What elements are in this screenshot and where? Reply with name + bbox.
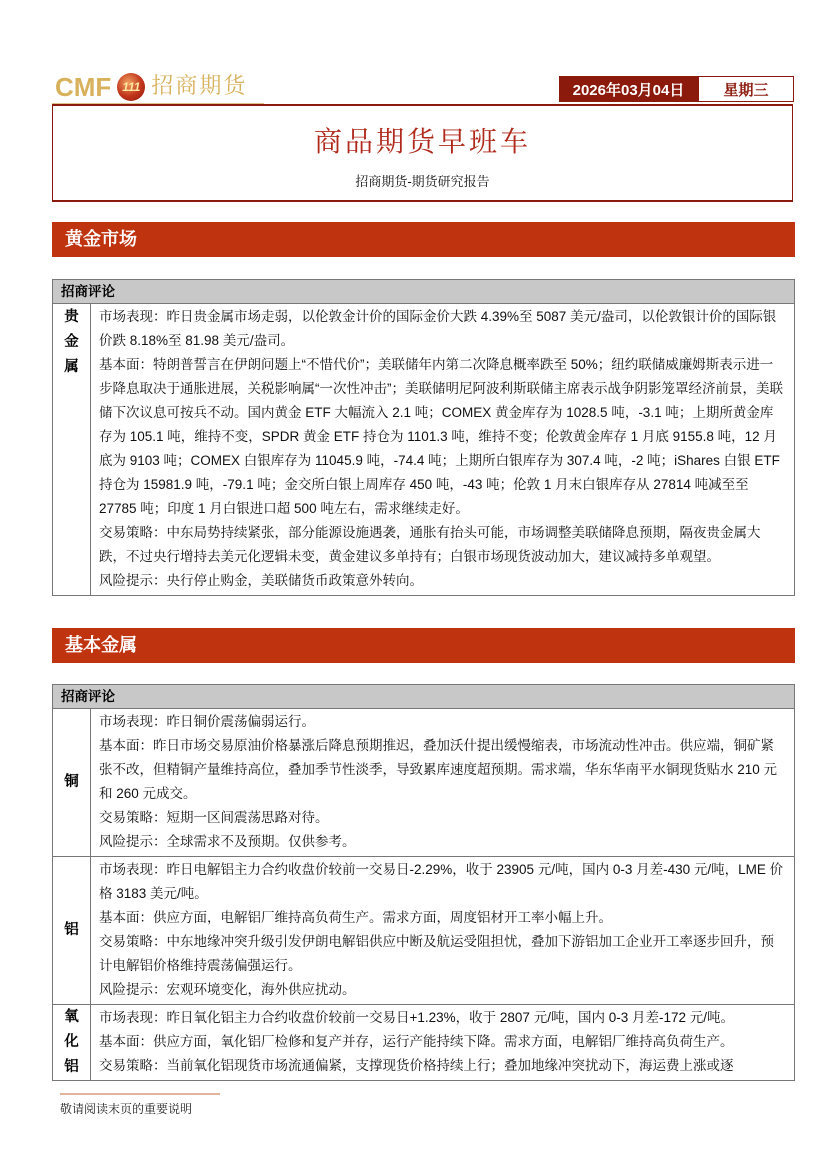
row-label: [53, 1005, 91, 1080]
row-body: [91, 857, 794, 1004]
row-label: [53, 709, 91, 856]
row-label-char: 属: [64, 359, 79, 375]
logo-emblem-icon: 111: [117, 73, 145, 101]
footer-note: 敬请阅读末页的重要说明: [60, 1102, 193, 1116]
market-performance: 市场表现：昨日贵金属市场走弱，以伦敦金计价的国际金价大跌 4.39%至 5087 美元/盎司，以伦敦银计价的国际银价跌 8.18%至 81.98 美元/盎司。: [99, 309, 777, 348]
trading-strategy: 交易策略：中东局势持续紧张，部分能源设施遇袭，通胀有抬头可能，市场调整美联储降息预期，隔夜贵金属大跌，不过央行增持去美元化逻辑未变，黄金建议多单持有；白银市场现货波动加大，建议减持多单观望。: [99, 525, 761, 564]
table-row-precious-metals: [53, 304, 794, 595]
row-label: [53, 857, 91, 1004]
market-performance: 市场表现：昨日铜价震荡偏弱运行。: [99, 714, 315, 729]
fundamentals: 基本面：昨日市场交易原油价格暴涨后降息预期推迟，叠加沃什提出缓慢缩表，市场流动性冲击。供应端，铜矿紧张不改，但精铜产量维持高位，叠加季节性淡季，导致累库速度超预期。需求端，华东华南平水铜现货贴水 210 元和 260 元成交。: [99, 738, 778, 801]
row-body: [91, 709, 794, 856]
title-box: [52, 104, 793, 202]
page-title: 商品期货早班车: [313, 125, 531, 158]
base-metals-comment-table: [52, 684, 795, 1081]
trading-strategy: 交易策略：中东地缘冲突升级引发伊朗电解铝供应中断及航运受阻担忧，叠加下游铝加工企业开工率逐步回升，预计电解铝价格维持震荡偏强运行。: [99, 934, 774, 973]
gold-comment-table: [52, 279, 795, 596]
fundamentals: 基本面：特朗普誓言在伊朗问题上“不惜代价”；美联储年内第二次降息概率跌至 50%；纽约联储威廉姆斯表示进一步降息取决于通胀进展，关税影响属“一次性冲击”；美联储明尼阿波利斯联储主席表示战争阴影笼罩经济前景，美联储下次议息可按兵不动。国内黄金 ETF 大幅流入 2.1 吨；COMEX 黄金库存为 1028.5 吨，-3.1 吨；上期所黄金库存为 105.1 吨，维持不变，SPDR 黄金 ETF 持仓为 1101.3 吨，维持不变；伦敦黄金库存 1 月底 9155.8 吨，12 月底为 9103 吨；COMEX 白银库存为 11045.9 吨，-74.4 吨；上期所白银库存为 307.4 吨，-2 吨；iShares 白银 ETF 持仓为 15981.9 吨，-79.1 吨；金交所白银上周库存 450 吨，-43 吨；伦敦 1 月末白银库存从 27814 吨减至至 27785 吨；印度 1 月白银进口超 500 吨左右，需求继续走好。: [99, 357, 783, 516]
row-label-char: 金: [64, 334, 79, 350]
market-performance: 市场表现：昨日电解铝主力合约收盘价较前一交易日-2.29%，收于 23905 元/吨，国内 0-3 月差-430 元/吨，LME 价格 3183 美元/吨。: [99, 862, 784, 901]
row-body: [91, 1005, 794, 1080]
fundamentals: 基本面：供应方面，氧化铝厂检修和复产并存，运行产能持续下降。需求方面，电解铝厂维持高负荷生产。: [99, 1034, 734, 1049]
trading-strategy: 交易策略：短期一区间震荡思路对待。: [99, 810, 329, 825]
table-row-aluminum: [53, 857, 794, 1005]
footer-divider: [60, 1093, 220, 1095]
logo-text-cn: 招商期货: [151, 74, 248, 99]
fundamentals: 基本面：供应方面，电解铝厂维持高负荷生产。需求方面，周度铝材开工率小幅上升。: [99, 910, 612, 925]
row-label: [53, 304, 91, 595]
market-performance: 市场表现：昨日氧化铝主力合约收盘价较前一交易日+1.23%，收于 2807 元/吨，国内 0-3 月差-172 元/吨。: [99, 1010, 734, 1025]
table-row-copper: [53, 709, 794, 857]
section-banner-gold: 黄金市场: [52, 222, 795, 257]
row-body: [91, 304, 794, 595]
page-subtitle: 招商期货-期货研究报告: [355, 174, 490, 189]
row-label-char: 氧: [64, 1009, 79, 1025]
risk-warning: 风险提示：央行停止购金，美联储货币政策意外转向。: [99, 573, 423, 588]
risk-warning: 风险提示：宏观环境变化，海外供应扰动。: [99, 982, 356, 997]
section-banner-base-metals: 基本金属: [52, 628, 795, 663]
table-header: 招商评论: [53, 280, 794, 304]
table-header: 招商评论: [53, 685, 794, 709]
table-row-alumina: [53, 1005, 794, 1080]
trading-strategy: 交易策略：当前氧化铝现货市场流通偏紧，支撑现货价格持续上行；叠加地缘冲突扰动下，海运费上涨或逐: [99, 1058, 734, 1073]
risk-warning: 风险提示：全球需求不及预期。仅供参考。: [99, 834, 356, 849]
row-label-char: 铝: [64, 922, 79, 938]
report-weekday: 星期三: [698, 76, 794, 102]
logo-text-en: CMF: [55, 72, 112, 102]
row-label-char: 铜: [64, 774, 79, 790]
report-date: 2026年03月04日: [559, 76, 698, 102]
row-label-char: 铝: [64, 1059, 79, 1075]
company-logo: [55, 72, 247, 102]
row-label-char: 化: [64, 1034, 79, 1050]
row-label-char: 贵: [64, 309, 79, 325]
